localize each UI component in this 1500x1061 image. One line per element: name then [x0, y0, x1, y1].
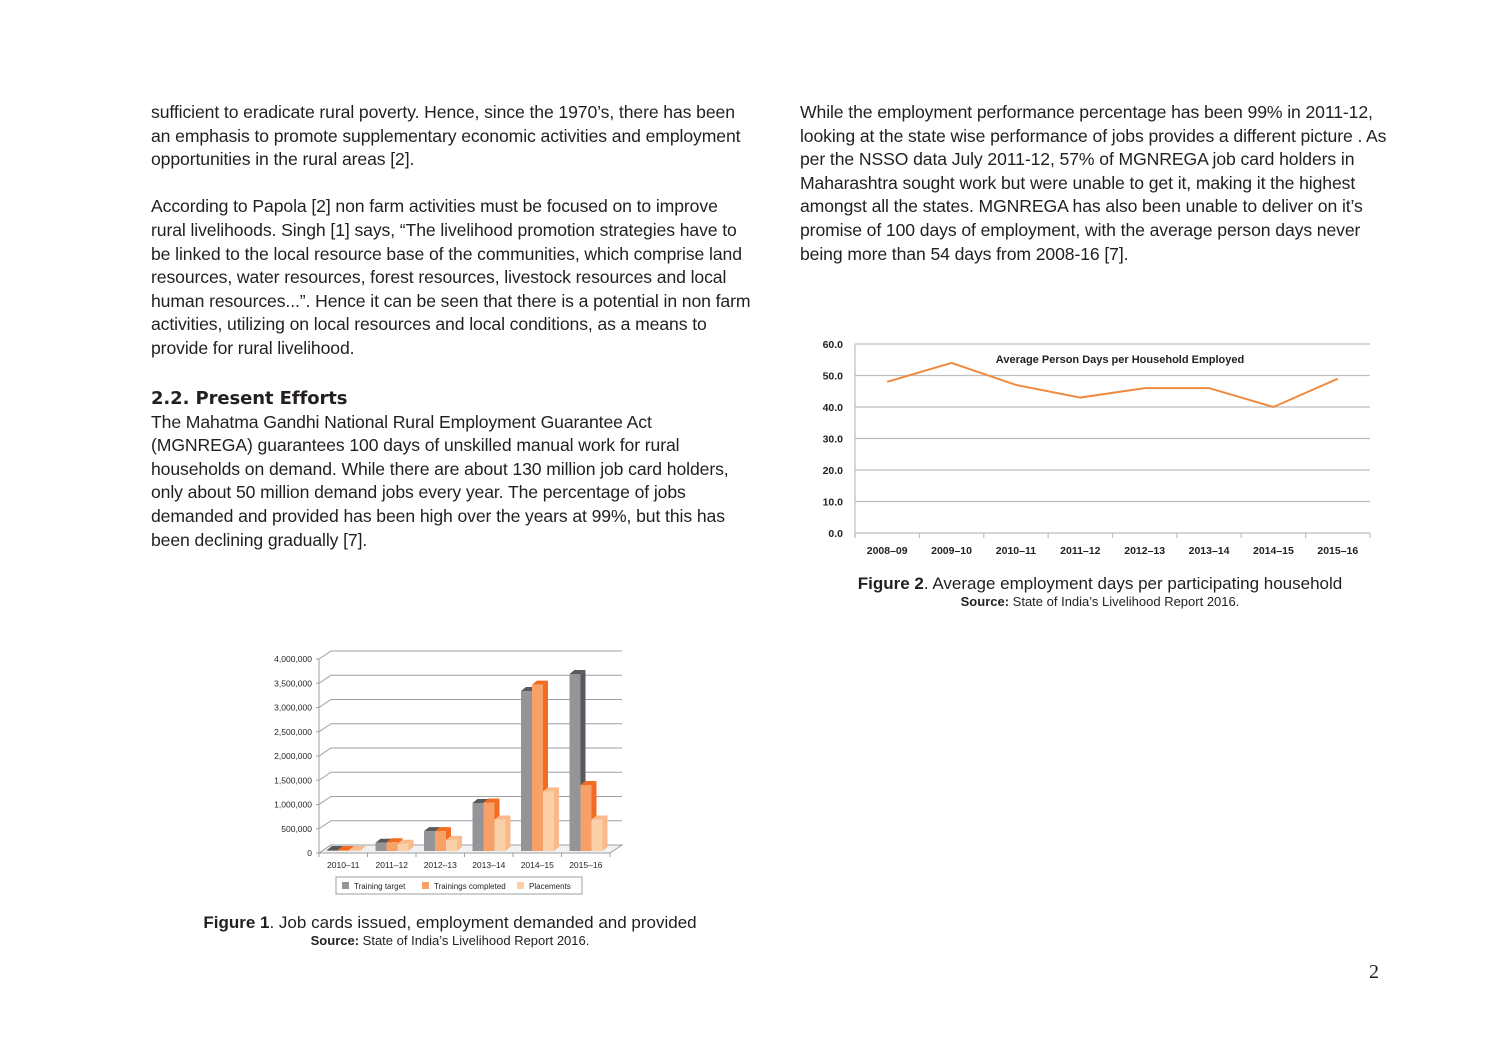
chart-title: Average Person Days per Household Employed — [995, 354, 1245, 366]
x-tick-label: 2013–14 — [1188, 545, 1230, 557]
figure1-source-text: State of India’s Livelihood Report 2016. — [359, 933, 590, 948]
x-tick-label: 2013–14 — [472, 860, 506, 870]
x-tick-label: 2010–11 — [327, 860, 360, 870]
figure2-caption — [800, 574, 1400, 610]
paragraph: sufficient to eradicate rural poverty. Hence, since the 1970’s, there has been an emphasis to promote supplementary economic activities and employment opportunities in the rural areas [2]. — [151, 102, 741, 170]
x-tick-label: 2010–11 — [995, 545, 1037, 557]
paragraph: While the employment performance percentage has been 99% in 2011-12, looking at the state wise performance of jobs provides a different picture . As per the NSSO data July 2011-12, 57% of MGNREGA job card holders in Maharashtra sought work but were unable to get it, making it the highest amongst all the states. MGNREGA has also been unable to deliver on it’s promise of 100 days of employment, with the average person days never being more than 54 days from 2008-16 [7]. — [800, 102, 1387, 264]
paragraph: The Mahatma Gandhi National Rural Employment Guarantee Act (MGNREGA) guarantees 100 days of unskilled manual work for rural households on demand. While there are about 130 million job card holders, only about 50 million demand jobs every year. The percentage of jobs demanded and provided has been high over the years at 99%, but this has been declining gradually [7]. — [151, 411, 729, 550]
figure2-source-label: Source: — [960, 594, 1010, 609]
gridline — [316, 651, 622, 659]
x-tick-label: 2008–09 — [866, 545, 908, 557]
x-tick-label: 2012–13 — [1124, 545, 1166, 557]
bar — [387, 842, 398, 851]
right-column — [800, 101, 1405, 266]
figure2-source-text: State of India’s Livelihood Report 2016. — [1009, 594, 1240, 609]
y-tick-label: 3,000,000 — [274, 702, 312, 713]
bar — [570, 674, 581, 851]
y-tick-label: 4,000,000 — [274, 654, 312, 664]
x-tick-label: 2012–13 — [423, 860, 457, 870]
legend-swatch — [342, 882, 349, 889]
y-tick-label: 1,500,000 — [274, 775, 312, 786]
bar-side — [603, 815, 608, 851]
y-tick-label: 50.0 — [822, 370, 843, 383]
y-tick-label: 30.0 — [822, 433, 843, 446]
bar — [435, 831, 446, 851]
data-line — [887, 363, 1338, 407]
bar — [376, 843, 387, 851]
x-tick-label: 2015–16 — [569, 860, 603, 870]
x-tick-label: 2011–12 — [1060, 545, 1101, 557]
bar — [349, 850, 360, 851]
x-tick-label: 2014–15 — [1252, 545, 1294, 557]
x-tick-label: 2014–15 — [520, 860, 554, 870]
figure2-label: Figure 2 — [857, 574, 924, 593]
y-tick-label: 20.0 — [822, 465, 843, 477]
bar — [495, 819, 506, 851]
bar — [327, 850, 338, 851]
figure2-caption-text: . Average employment days per participating household — [923, 574, 1343, 593]
line-chart — [800, 330, 1390, 570]
y-tick-label: 500,000 — [281, 823, 312, 834]
bar — [398, 844, 409, 851]
bar — [543, 791, 554, 851]
y-tick-label: 0 — [307, 848, 312, 858]
y-tick-label: 0.0 — [828, 528, 843, 540]
y-tick-label: 40.0 — [822, 402, 843, 414]
x-tick-label: 2011–12 — [375, 860, 408, 870]
figure1-source-label: Source: — [310, 933, 360, 948]
x-tick-label: 2009–10 — [931, 545, 973, 557]
bar-chart — [262, 640, 632, 900]
legend-swatch — [517, 882, 524, 889]
bar — [424, 831, 435, 851]
paragraph: According to Papola [2] non farm activities must be focused on to improve rural livelihoods. Singh [1] says, “The livelihood promotion strategies have to be linked to the local resource base of the communities, which comprise land resources, water resources, forest resources, livestock resources and local human resources...”. Hence it can be seen that there is a potential in non farm activities, utilizing on local resources and local conditions, as a means to provide for rural livelihood. — [151, 196, 751, 358]
legend-label: Trainings completed — [434, 882, 506, 891]
bar-side — [554, 787, 559, 851]
bar — [338, 850, 349, 851]
y-tick-label: 2,000,000 — [274, 751, 312, 761]
left-column — [151, 101, 756, 552]
y-tick-label: 10.0 — [822, 496, 843, 509]
figure1-caption — [150, 913, 750, 949]
legend-label: Training target — [354, 882, 406, 891]
page-number: 2 — [1369, 961, 1379, 983]
bar — [592, 819, 603, 851]
bar — [581, 785, 592, 851]
y-tick-label: 3,500,000 — [274, 678, 312, 689]
figure1-label: Figure 1 — [203, 913, 270, 932]
bar — [473, 803, 484, 851]
legend-swatch — [422, 882, 429, 889]
bar — [521, 691, 532, 851]
bar — [532, 685, 543, 851]
bar-side — [506, 815, 511, 851]
y-tick-label: 60.0 — [822, 339, 843, 351]
y-tick-label: 2,500,000 — [274, 726, 312, 737]
bar — [446, 840, 457, 851]
x-tick-label: 2015–16 — [1317, 545, 1359, 557]
bar — [484, 803, 495, 852]
legend-label: Placements — [529, 882, 571, 891]
y-tick-label: 1,000,000 — [274, 799, 312, 810]
section-heading: 2.2. Present Efforts — [151, 387, 348, 409]
figure1-caption-text: . Job cards issued, employment demanded and provided — [269, 913, 697, 932]
legend — [336, 877, 582, 894]
